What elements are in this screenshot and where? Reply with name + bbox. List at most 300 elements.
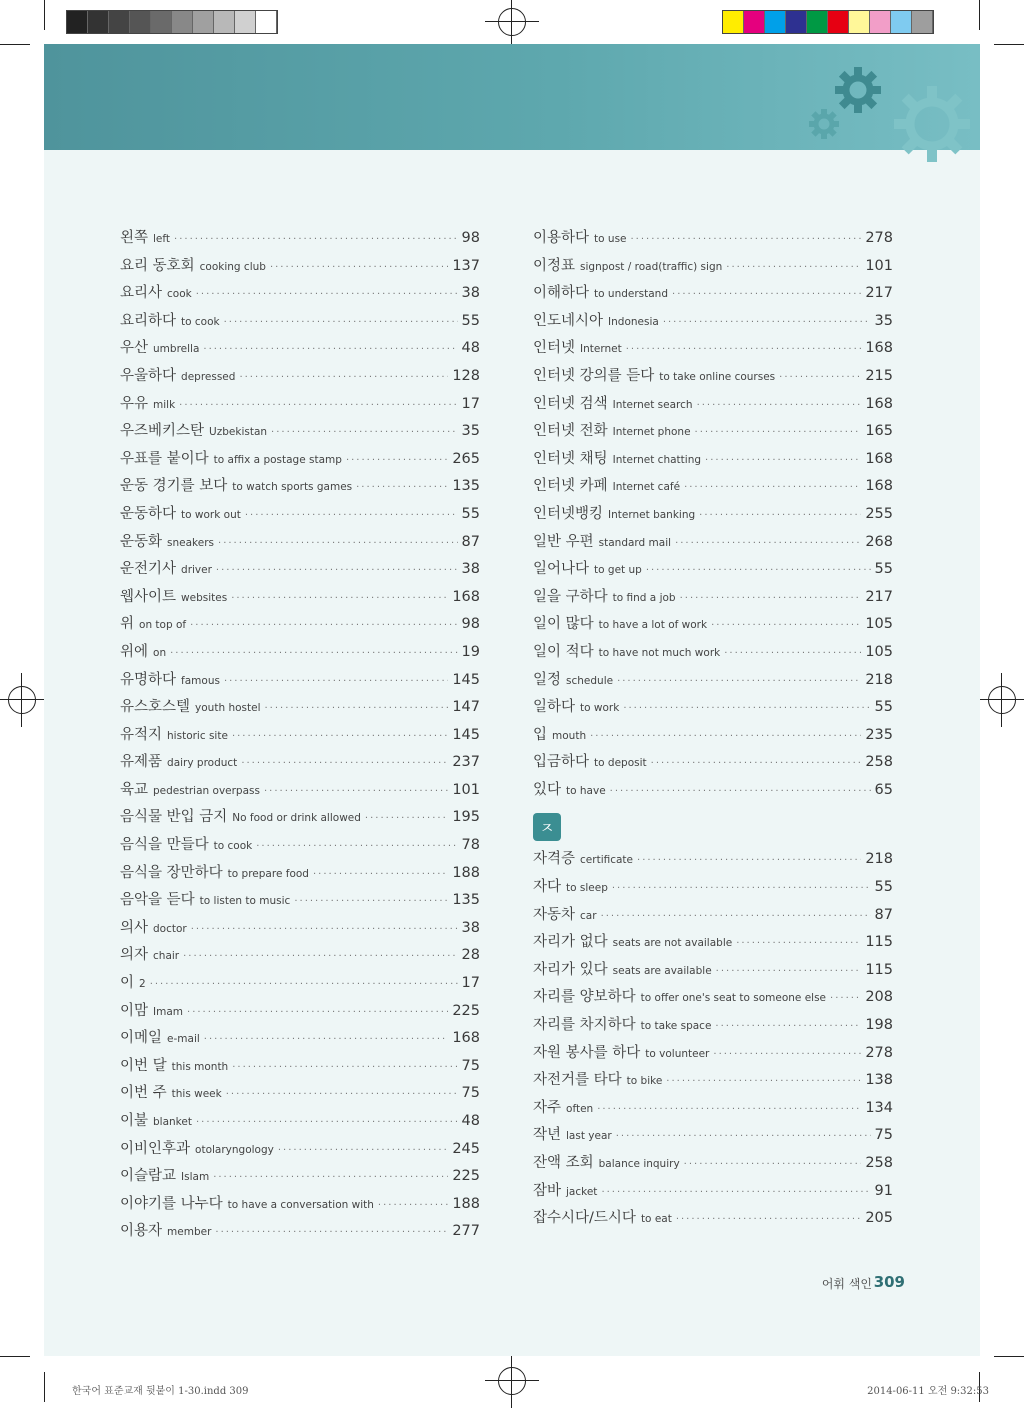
entry-korean: 유제품 — [120, 754, 163, 771]
index-entry — [533, 502, 893, 530]
entry-english: to watch sports games — [232, 481, 353, 494]
entry-korean: 인터넷 강의를 듣다 — [533, 367, 655, 384]
entry-page-number: 38 — [461, 285, 480, 302]
entry-page-number: 101 — [452, 781, 480, 798]
entry-korean: 자원 봉사를 하다 — [533, 1044, 641, 1061]
entry-page-number: 48 — [461, 340, 480, 357]
dot-leader — [695, 427, 862, 438]
dot-leader — [226, 1089, 458, 1100]
entry-english: historic site — [167, 729, 228, 742]
entry-korean: 우유 — [120, 395, 149, 412]
entry-page-number: 217 — [865, 285, 893, 302]
crop-mark — [44, 1372, 45, 1402]
dot-leader — [716, 966, 862, 977]
entry-english: milk — [153, 398, 176, 411]
entry-korean: 입금하다 — [533, 754, 590, 771]
index-entry — [533, 1151, 893, 1179]
dot-leader — [270, 262, 448, 273]
entry-page-number: 55 — [874, 561, 893, 578]
index-entry — [120, 254, 480, 282]
color-swatch — [765, 11, 786, 33]
crop-mark — [994, 44, 1024, 45]
dot-leader — [610, 786, 871, 797]
page-number: 309 — [873, 1273, 905, 1291]
index-column-right — [533, 226, 893, 1234]
dot-leader — [601, 911, 871, 922]
entry-english: to affix a postage stamp — [213, 453, 342, 466]
entry-page-number: 258 — [865, 754, 893, 771]
entry-english: to prepare food — [227, 867, 309, 880]
entry-english: to bike — [626, 1075, 663, 1088]
entry-korean: 의자 — [120, 947, 149, 964]
dot-leader — [713, 1049, 861, 1060]
index-entry — [533, 309, 893, 337]
entry-page-number: 38 — [461, 919, 480, 936]
entry-english: to use — [594, 233, 627, 245]
index-entry — [120, 888, 480, 916]
dot-leader — [378, 1200, 448, 1211]
entry-page-number: 168 — [865, 450, 893, 467]
entry-korean: 인도네시아 — [533, 312, 604, 329]
entry-english: 2 — [139, 978, 146, 991]
entry-korean: 요리하다 — [120, 312, 177, 329]
index-entry — [533, 723, 893, 751]
index-entry — [533, 903, 893, 931]
dot-leader — [711, 620, 861, 631]
entry-korean: 우즈베키스탄 — [120, 423, 205, 440]
index-entry — [533, 612, 893, 640]
entry-korean: 자격증 — [533, 851, 576, 868]
index-entry — [533, 847, 893, 875]
entry-english: Indonesia — [608, 315, 659, 328]
entry-korean: 운동화 — [120, 533, 163, 550]
index-entry — [120, 695, 480, 723]
color-swatch — [88, 11, 109, 33]
entry-korean: 자다 — [533, 879, 562, 896]
entry-page-number: 218 — [865, 671, 893, 688]
entry-english: cooking club — [199, 260, 266, 273]
index-entry — [120, 281, 480, 309]
dot-leader — [736, 938, 861, 949]
dot-leader — [672, 289, 861, 300]
entry-korean: 운동 경기를 보다 — [120, 478, 228, 495]
entry-english: to find a job — [612, 591, 676, 604]
index-entry — [533, 1206, 893, 1234]
dot-leader — [271, 427, 458, 438]
index-entry — [120, 612, 480, 640]
entry-page-number: 255 — [865, 505, 893, 522]
entry-page-number: 98 — [461, 230, 480, 246]
dot-leader — [278, 1145, 448, 1156]
entry-page-number: 235 — [865, 726, 893, 743]
entry-page-number: 91 — [874, 1182, 893, 1199]
color-swatch — [109, 11, 130, 33]
entry-english: to take online courses — [659, 370, 776, 383]
index-entry — [120, 999, 480, 1027]
entry-korean: 왼쪽 — [120, 230, 149, 246]
entry-english: Internet chatting — [612, 453, 702, 466]
index-entry — [120, 833, 480, 861]
dot-leader — [779, 372, 861, 383]
entry-korean: 유스호스텔 — [120, 699, 191, 716]
entry-korean: 이맘 — [120, 1002, 149, 1019]
entry-english: chair — [153, 950, 180, 963]
entry-page-number: 28 — [461, 947, 480, 964]
dot-leader — [646, 565, 871, 576]
dot-leader — [631, 234, 862, 245]
index-entry — [120, 668, 480, 696]
color-swatch — [151, 11, 172, 33]
entry-page-number: 38 — [461, 561, 480, 578]
index-entry — [533, 958, 893, 986]
entry-page-number: 55 — [461, 505, 480, 522]
footer-label: 어휘 색인 — [821, 1277, 872, 1291]
entry-page-number: 65 — [874, 781, 893, 798]
page — [44, 44, 980, 1356]
dot-leader — [663, 317, 871, 328]
entry-korean: 웹사이트 — [120, 588, 177, 605]
entry-korean: 이비인후과 — [120, 1140, 191, 1157]
crop-mark — [979, 0, 980, 30]
color-swatch — [786, 11, 807, 33]
dot-leader — [726, 262, 861, 273]
dot-leader — [697, 400, 862, 411]
entry-page-number: 225 — [452, 1002, 480, 1019]
entry-korean: 일하다 — [533, 699, 576, 716]
entry-page-number: 218 — [865, 851, 893, 868]
entry-korean: 의사 — [120, 919, 149, 936]
entry-korean: 자리를 양보하다 — [533, 989, 636, 1006]
dot-leader — [612, 883, 871, 894]
index-entry — [120, 1081, 480, 1109]
color-swatch — [193, 11, 214, 33]
entry-page-number: 55 — [874, 879, 893, 896]
entry-english: to get up — [594, 564, 642, 577]
entry-page-number: 115 — [865, 961, 893, 978]
color-swatch — [744, 11, 765, 33]
entry-english: seats are not available — [612, 937, 733, 950]
entry-page-number: 168 — [865, 395, 893, 412]
index-entry — [533, 1013, 893, 1041]
entry-english: cook — [167, 288, 192, 301]
index-entry — [120, 447, 480, 475]
dot-leader — [356, 482, 448, 493]
entry-korean: 이번 주 — [120, 1085, 167, 1102]
index-entry — [120, 336, 480, 364]
index-entry — [120, 1192, 480, 1220]
entry-korean: 자리가 있다 — [533, 961, 608, 978]
index-entry — [533, 668, 893, 696]
entry-english: to volunteer — [645, 1047, 710, 1060]
index-entry — [120, 502, 480, 530]
entry-english: to work — [580, 702, 620, 715]
entry-english: to deposit — [594, 757, 647, 770]
dot-leader — [216, 565, 458, 576]
entry-page-number: 135 — [452, 478, 480, 495]
entry-page-number: 75 — [461, 1085, 480, 1102]
timestamp-slug: 2014-06-11 오전 9:32:53 — [867, 1386, 989, 1397]
entry-english: to have a lot of work — [598, 619, 708, 632]
entry-page-number: 87 — [461, 533, 480, 550]
entry-english: member — [167, 1226, 212, 1239]
entry-korean: 잠바 — [533, 1182, 562, 1199]
entry-english: blanket — [153, 1116, 192, 1128]
dot-leader — [187, 1007, 448, 1018]
entry-english: Internet search — [612, 398, 693, 411]
dot-leader — [724, 648, 861, 659]
index-entry — [533, 557, 893, 585]
entry-english: Islam — [181, 1171, 210, 1184]
index-entry — [533, 336, 893, 364]
index-entry — [120, 530, 480, 558]
dot-leader — [179, 400, 457, 411]
dot-leader — [150, 979, 458, 990]
color-swatch — [849, 11, 870, 33]
entry-korean: 자리를 차지하다 — [533, 1017, 636, 1034]
index-entry — [120, 640, 480, 668]
entry-korean: 잡수시다/드시다 — [533, 1210, 636, 1227]
entry-korean: 이번 달 — [120, 1057, 167, 1074]
color-swatch — [235, 11, 256, 33]
crop-mark — [0, 44, 30, 45]
entry-korean: 유적지 — [120, 726, 163, 743]
index-entry — [533, 1041, 893, 1069]
entry-korean: 잔액 조회 — [533, 1155, 594, 1171]
entry-korean: 육교 — [120, 781, 149, 798]
index-entry — [120, 1054, 480, 1082]
entry-page-number: 145 — [452, 671, 480, 688]
index-entry — [533, 254, 893, 282]
entry-english: to listen to music — [199, 895, 291, 908]
entry-page-number: 75 — [461, 1057, 480, 1074]
color-swatch — [807, 11, 828, 33]
entry-page-number: 195 — [452, 809, 480, 826]
entry-page-number: 198 — [865, 1017, 893, 1034]
entry-korean: 이불 — [120, 1113, 149, 1129]
entry-english: to work out — [181, 508, 241, 521]
crop-mark — [994, 1356, 1024, 1357]
dot-leader — [676, 1214, 861, 1225]
entry-korean: 음식을 장만하다 — [120, 864, 223, 881]
file-slug: 한국어 표준교재 뒷붙이 1-30.indd 309 — [72, 1386, 249, 1397]
entry-english: otolaryngology — [195, 1143, 274, 1156]
entry-page-number: 168 — [452, 588, 480, 605]
dot-leader — [232, 1062, 457, 1073]
color-swatch — [67, 11, 88, 33]
entry-korean: 위 — [120, 616, 135, 633]
entry-korean: 일을 구하다 — [533, 588, 608, 605]
entry-korean: 이해하다 — [533, 285, 590, 302]
entry-page-number: 55 — [874, 699, 893, 716]
dot-leader — [256, 841, 457, 852]
dot-leader — [699, 510, 861, 521]
entry-korean: 일정 — [533, 671, 562, 688]
entry-korean: 있다 — [533, 781, 562, 798]
index-entry — [120, 750, 480, 778]
entry-korean: 요리 동호회 — [120, 257, 195, 274]
entry-page-number: 188 — [452, 864, 480, 881]
entry-korean: 인터넷뱅킹 — [533, 505, 604, 522]
color-swatch — [828, 11, 849, 33]
entry-page-number: 128 — [452, 367, 480, 384]
entry-english: to cook — [181, 315, 220, 328]
gear-icon — [834, 66, 882, 114]
entry-korean: 일이 적다 — [533, 643, 594, 660]
entry-english: to have not much work — [598, 646, 721, 659]
entry-korean: 이야기를 나누다 — [120, 1195, 223, 1212]
index-entry — [120, 474, 480, 502]
entry-english: to have — [566, 784, 606, 797]
entry-korean: 인터넷 검색 — [533, 395, 608, 412]
entry-page-number: 134 — [865, 1099, 893, 1116]
dot-leader — [597, 1104, 861, 1115]
index-entry — [120, 1026, 480, 1054]
dot-leader — [617, 676, 861, 687]
dot-leader — [196, 289, 458, 300]
entry-korean: 인터넷 채팅 — [533, 450, 608, 467]
entry-english: to offer one's seat to someone else — [640, 992, 827, 1005]
dot-leader — [224, 317, 458, 328]
dot-leader — [601, 1187, 870, 1198]
entry-korean: 위에 — [120, 643, 149, 660]
entry-page-number: 19 — [461, 643, 480, 660]
index-entry — [120, 392, 480, 420]
index-entry — [120, 1137, 480, 1165]
entry-english: Imam — [153, 1005, 184, 1018]
entry-english: depressed — [181, 370, 236, 383]
index-entry — [533, 695, 893, 723]
index-entry — [533, 364, 893, 392]
entry-page-number: 225 — [452, 1168, 480, 1185]
color-bar — [722, 10, 934, 34]
dot-leader — [203, 344, 457, 355]
dot-leader — [213, 1172, 448, 1183]
entry-english: car — [580, 909, 597, 922]
entry-english: signpost / road(traffic) sign — [580, 260, 723, 273]
entry-page-number: 268 — [865, 533, 893, 550]
dot-leader — [241, 758, 448, 769]
entry-english: to have a conversation with — [227, 1198, 374, 1211]
entry-page-number: 48 — [461, 1113, 480, 1129]
entry-english: seats are available — [612, 964, 712, 977]
dot-leader — [590, 731, 861, 742]
entry-english: No food or drink allowed — [232, 812, 361, 825]
entry-page-number: 208 — [865, 989, 893, 1006]
index-entry — [120, 1109, 480, 1137]
index-entry — [533, 1096, 893, 1124]
index-entry — [120, 1219, 480, 1247]
entry-page-number: 75 — [874, 1127, 893, 1144]
entry-korean: 자주 — [533, 1099, 562, 1116]
crop-mark — [44, 0, 45, 30]
entry-english: Uzbekistan — [209, 426, 268, 439]
dot-leader — [231, 593, 448, 604]
dot-leader — [715, 1021, 861, 1032]
dot-leader — [705, 455, 861, 466]
entry-english: Internet banking — [608, 508, 696, 521]
entry-english: this month — [171, 1060, 229, 1073]
entry-english: mouth — [552, 729, 587, 742]
entry-page-number: 98 — [461, 616, 480, 633]
index-entry — [533, 419, 893, 447]
dot-leader — [245, 510, 458, 521]
entry-page-number: 145 — [452, 726, 480, 743]
dot-leader — [637, 855, 861, 866]
entry-page-number: 17 — [461, 395, 480, 412]
entry-korean: 인터넷 전화 — [533, 423, 608, 440]
entry-english: e-mail — [167, 1033, 200, 1046]
registration-mark — [988, 686, 1016, 714]
entry-english: to sleep — [566, 882, 608, 895]
index-entry — [533, 640, 893, 668]
dot-leader — [675, 538, 861, 549]
index-entry — [120, 971, 480, 999]
entry-korean: 자리가 없다 — [533, 934, 608, 951]
index-entry — [120, 557, 480, 585]
entry-page-number: 165 — [865, 423, 893, 440]
entry-korean: 인터넷 — [533, 340, 576, 357]
entry-korean: 운전기사 — [120, 561, 177, 578]
registration-mark — [498, 8, 526, 36]
registration-mark — [498, 1367, 526, 1395]
dot-leader — [183, 951, 457, 962]
color-swatch — [870, 11, 891, 33]
entry-english: last year — [566, 1130, 612, 1143]
entry-english: Internet — [580, 343, 622, 356]
index-entry — [120, 778, 480, 806]
entry-english: sneakers — [167, 536, 215, 549]
index-entry — [533, 1179, 893, 1207]
color-swatch — [723, 11, 744, 33]
entry-korean: 요리사 — [120, 285, 163, 302]
header-banner — [44, 44, 980, 150]
entry-page-number: 105 — [865, 643, 893, 660]
index-entry — [120, 861, 480, 889]
index-column-left — [120, 226, 480, 1247]
entry-page-number: 115 — [865, 934, 893, 951]
entry-korean: 자전거를 타다 — [533, 1072, 622, 1089]
dot-leader — [196, 1117, 458, 1128]
section-header-jieut: ㅈ — [533, 813, 561, 841]
entry-english: this week — [171, 1088, 222, 1101]
entry-korean: 자동차 — [533, 906, 576, 923]
dot-leader — [365, 813, 448, 824]
dot-leader — [623, 703, 870, 714]
entry-page-number: 168 — [865, 478, 893, 495]
index-entry — [120, 226, 480, 254]
entry-page-number: 168 — [865, 340, 893, 357]
entry-english: to eat — [640, 1213, 672, 1226]
dot-leader — [239, 372, 448, 383]
entry-english: famous — [181, 674, 220, 687]
entry-english: umbrella — [153, 343, 200, 356]
entry-page-number: 217 — [865, 588, 893, 605]
entry-english: doctor — [153, 922, 187, 935]
entry-page-number: 245 — [452, 1140, 480, 1157]
entry-page-number: 35 — [461, 423, 480, 440]
entry-korean: 운동하다 — [120, 505, 177, 522]
dot-leader — [170, 648, 457, 659]
entry-korean: 이슬람교 — [120, 1168, 177, 1185]
entry-english: certificate — [580, 854, 634, 867]
index-entry — [120, 364, 480, 392]
index-entry — [120, 585, 480, 613]
entry-english: driver — [181, 564, 212, 577]
entry-english: dairy product — [167, 757, 238, 770]
dot-leader — [191, 924, 458, 935]
entry-korean: 이정표 — [533, 257, 576, 274]
entry-page-number: 237 — [452, 754, 480, 771]
